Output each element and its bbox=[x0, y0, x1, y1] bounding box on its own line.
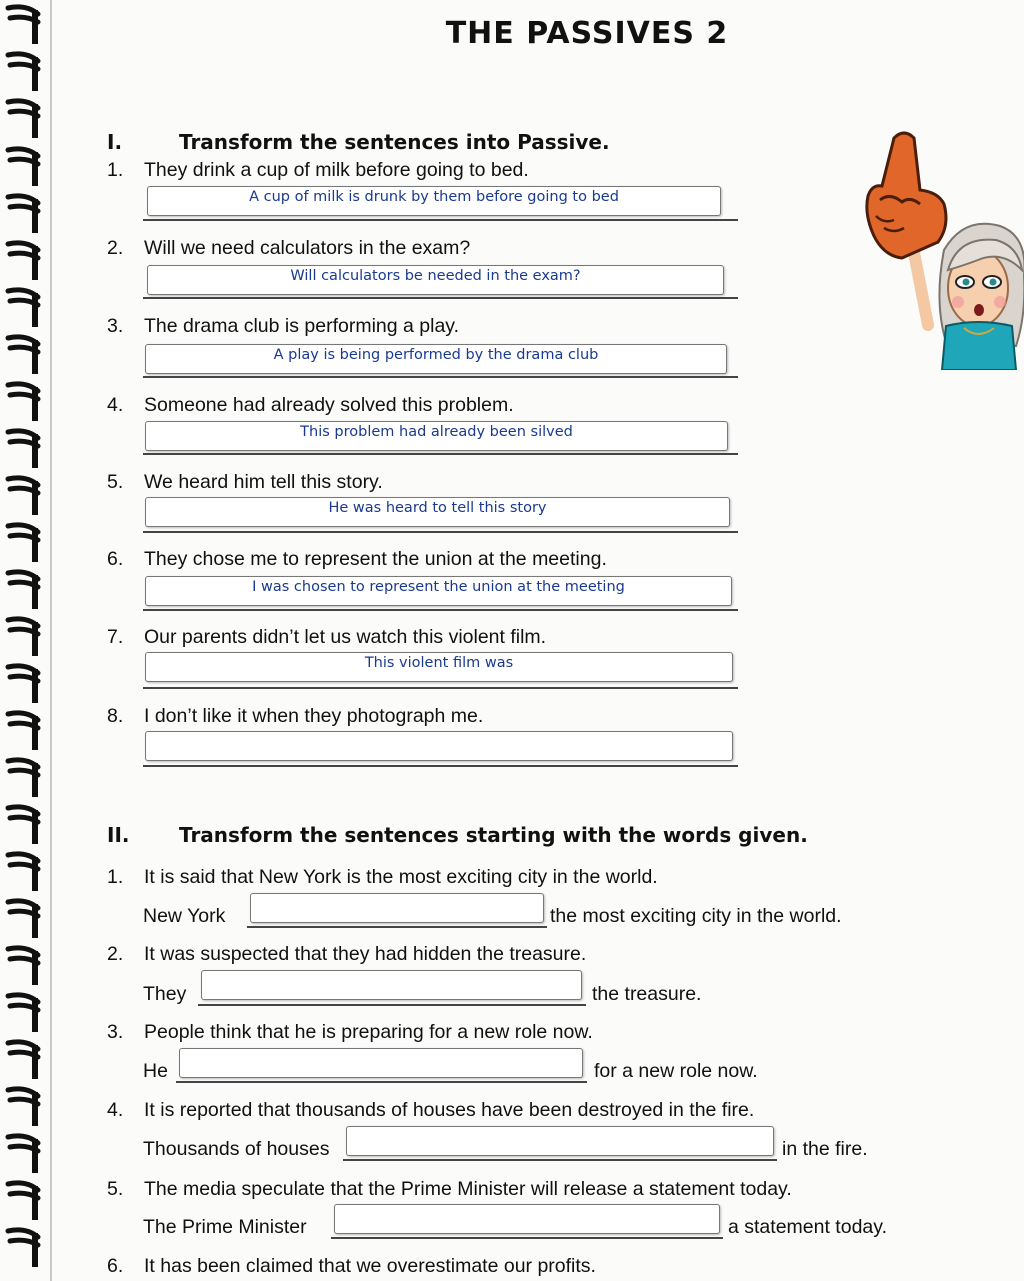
s2-start-1: New York bbox=[143, 905, 226, 927]
s1-answer-3[interactable]: A play is being performed by the drama club bbox=[145, 344, 727, 374]
s2-gap-line-2 bbox=[198, 1004, 586, 1006]
section-2-number: II. bbox=[107, 823, 130, 847]
s2-gap-line-4 bbox=[343, 1159, 777, 1161]
s2-gap-4[interactable] bbox=[346, 1126, 774, 1156]
s2-end-2: the treasure. bbox=[592, 983, 702, 1005]
section-2-title: Transform the sentences starting with the words given. bbox=[179, 823, 808, 847]
s1-answer-line-7 bbox=[143, 687, 738, 689]
s2-question-1: 1. It is said that New York is the most exciting city in the world. bbox=[107, 866, 658, 888]
section-2-heading bbox=[107, 823, 808, 847]
s2-gap-1[interactable] bbox=[250, 893, 544, 923]
s1-question-1: 1. They drink a cup of milk before going to bed. bbox=[107, 159, 529, 181]
avatar-foam-finger bbox=[858, 120, 1024, 370]
s1-question-4: 4. Someone had already solved this problem. bbox=[107, 394, 514, 416]
s1-answer-7[interactable]: This violent film was bbox=[145, 652, 733, 682]
s1-question-8: 8. I don’t like it when they photograph me. bbox=[107, 705, 484, 727]
s2-end-3: for a new role now. bbox=[594, 1060, 758, 1082]
s2-gap-2[interactable] bbox=[201, 970, 582, 1000]
s1-answer-8[interactable] bbox=[145, 731, 733, 761]
s1-answer-line-4 bbox=[143, 453, 738, 455]
s1-question-2: 2. Will we need calculators in the exam? bbox=[107, 237, 471, 259]
s1-answer-5[interactable]: He was heard to tell this story bbox=[145, 497, 730, 527]
s2-gap-5[interactable] bbox=[334, 1204, 720, 1234]
s1-question-3: 3. The drama club is performing a play. bbox=[107, 315, 460, 337]
s2-end-1: the most exciting city in the world. bbox=[550, 905, 842, 927]
section-1-heading bbox=[107, 130, 610, 154]
s2-start-4: Thousands of houses bbox=[143, 1138, 330, 1160]
s1-answer-6[interactable]: I was chosen to represent the union at the meeting bbox=[145, 576, 732, 606]
s2-gap-line-1 bbox=[247, 926, 547, 928]
page-title: THE PASSIVES 2 bbox=[445, 16, 729, 51]
s2-question-2: 2. It was suspected that they had hidden the treasure. bbox=[107, 943, 587, 965]
s2-gap-line-5 bbox=[331, 1237, 723, 1239]
s2-start-3: He bbox=[143, 1060, 168, 1082]
margin-line bbox=[50, 0, 52, 1281]
s1-question-6: 6. They chose me to represent the union at the meeting. bbox=[107, 548, 607, 570]
s1-answer-line-3 bbox=[143, 376, 738, 378]
s2-question-3: 3. People think that he is preparing for a new role now. bbox=[107, 1021, 593, 1043]
s2-start-2: They bbox=[143, 983, 187, 1005]
s1-answer-line-1 bbox=[143, 219, 738, 221]
s1-answer-line-5 bbox=[143, 531, 738, 533]
s2-question-4: 4. It is reported that thousands of houses have been destroyed in the fire. bbox=[107, 1099, 755, 1121]
s2-question-6: 6. It has been claimed that we overestimate our profits. bbox=[107, 1255, 596, 1277]
s1-question-5: 5. We heard him tell this story. bbox=[107, 471, 383, 493]
s2-question-5: 5. The media speculate that the Prime Minister will release a statement today. bbox=[107, 1178, 792, 1200]
s1-answer-2[interactable]: Will calculators be needed in the exam? bbox=[147, 265, 724, 295]
s1-answer-line-2 bbox=[143, 297, 738, 299]
s1-answer-line-6 bbox=[143, 609, 738, 611]
s2-end-5: a statement today. bbox=[728, 1216, 887, 1238]
s1-answer-line-8 bbox=[143, 765, 738, 767]
s2-gap-line-3 bbox=[176, 1081, 587, 1083]
section-1-title: Transform the sentences into Passive. bbox=[179, 130, 610, 154]
section-1-number: I. bbox=[107, 130, 123, 154]
s2-gap-3[interactable] bbox=[179, 1048, 583, 1078]
s1-question-7: 7. Our parents didn’t let us watch this violent film. bbox=[107, 626, 547, 648]
s1-answer-1[interactable]: A cup of milk is drunk by them before going to bed bbox=[147, 186, 721, 216]
s2-start-5: The Prime Minister bbox=[143, 1216, 307, 1238]
s1-answer-4[interactable]: This problem had already been silved bbox=[145, 421, 728, 451]
s2-end-4: in the fire. bbox=[782, 1138, 868, 1160]
foam-finger-icon bbox=[867, 133, 946, 258]
